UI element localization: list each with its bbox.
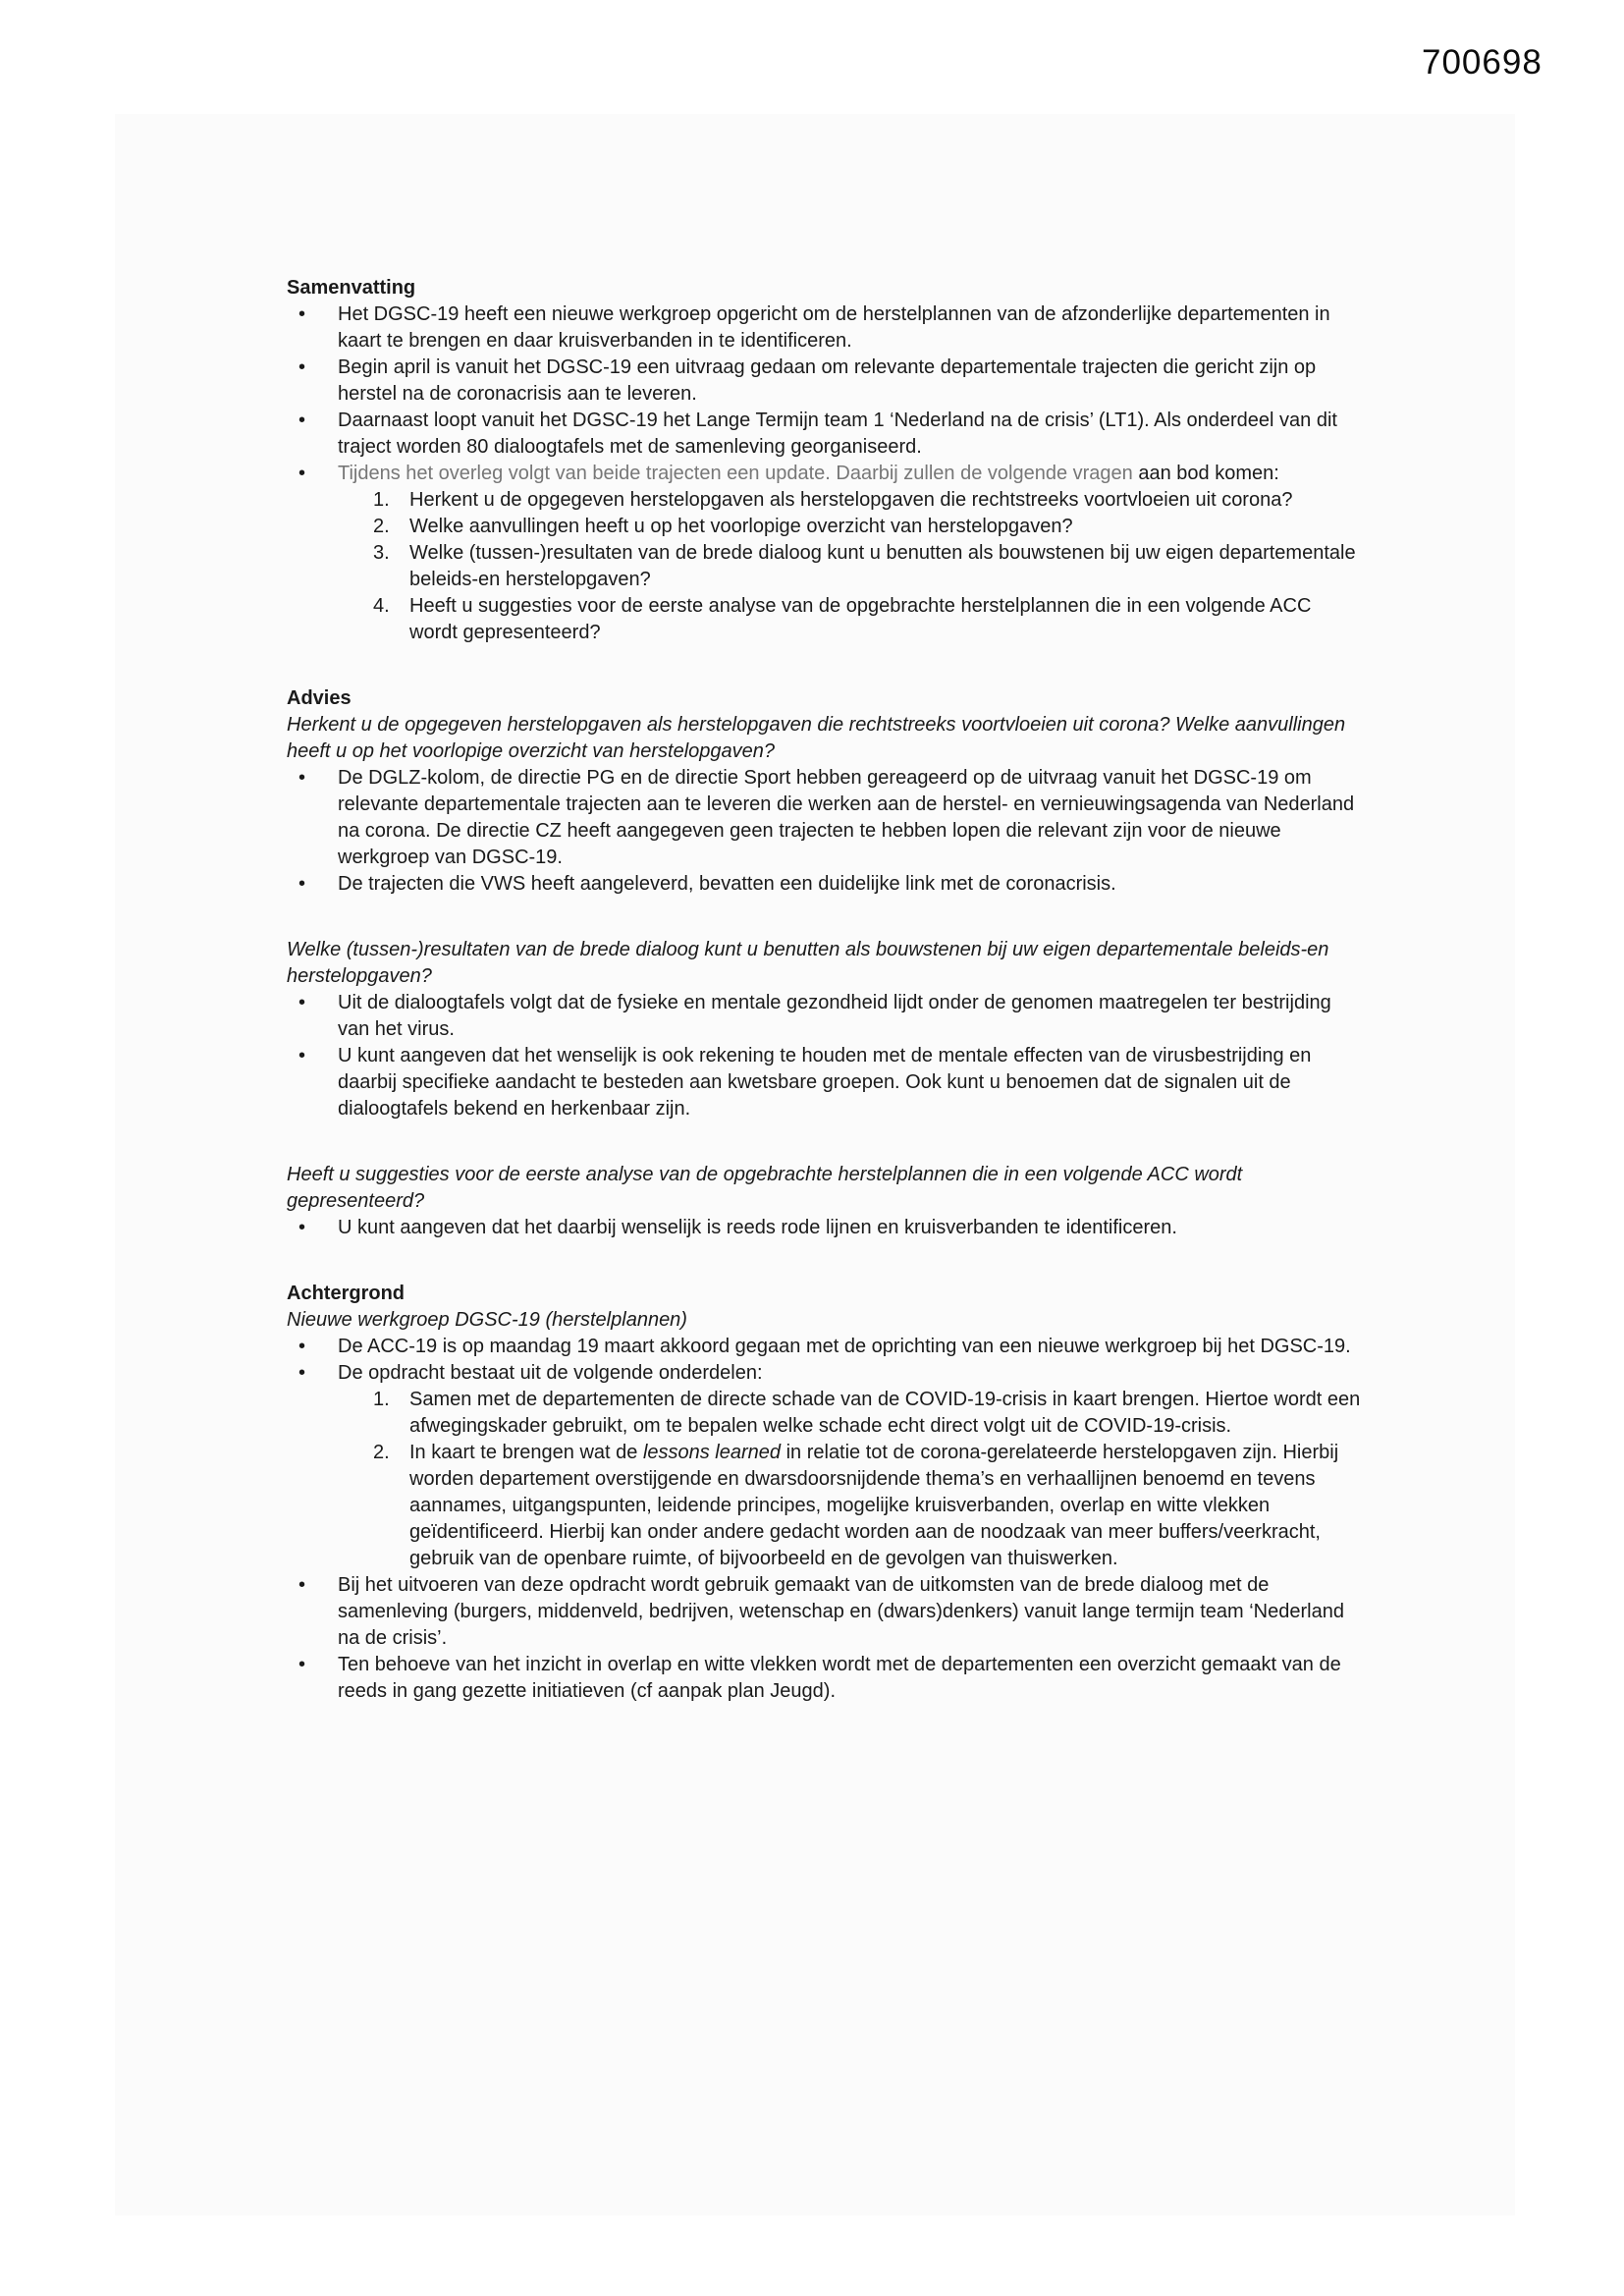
numbered-item: [287, 593, 1362, 646]
item-text: Herkent u de opgegeven herstelopgaven als herstelopgaven die rechtstreeks voortvloeien uit corona?: [409, 489, 1293, 511]
bullet-item: [287, 408, 1362, 461]
item-text: Begin april is vanuit het DGSC-19 een uitvraag gedaan om relevante departementale trajecten die gericht zijn op herstel na de coronacrisis aan te leveren.: [338, 356, 1317, 405]
item-text: De opdracht bestaat uit de volgende onderdelen:: [338, 1362, 763, 1384]
question-paragraph: Nieuwe werkgroep DGSC-19 (herstelplannen): [287, 1309, 687, 1331]
item-text: Welke (tussen-)resultaten van de brede dialoog kunt u benutten als bouwstenen bij uw eigen departementale beleids-en herstelopgaven?: [409, 542, 1356, 590]
item-text: Samen met de departementen de directe schade van de COVID-19-crisis in kaart brengen. Hiertoe wordt een afwegingskader gebruikt, om te bepalen welke schade echt direct volgt uit de COVID-19-crisis.: [409, 1389, 1361, 1437]
item-text: Bij het uitvoeren van deze opdracht wordt gebruik gemaakt van de uitkomsten van de brede dialoog met de samenleving (burgers, middenveld, bedrijven, wetenschap en (dwars)denkers) vanuit lange termijn team ‘Nederland na de crisis’.: [338, 1574, 1344, 1649]
bullet-item: [287, 1215, 1362, 1241]
item-text: Het DGSC-19 heeft een nieuwe werkgroep opgericht om de herstelplannen van de afzonderlijke departementen in kaart te brengen en daar kruisverbanden in te identificeren.: [338, 303, 1330, 352]
numbered-item: [287, 1387, 1362, 1440]
text-segment: in relatie tot de corona-gerelateerde herstelopgaven zijn. Hierbij worden departement overstijgende en dwarsdoorsnijdende thema’s en verhaallijnen benoemd en tevens aannames, uitgangspunten, leidende principes, mogelijke kruisverbanden, overlap en witte vlekken geïdentificeerd. Hierbij kan onder andere gedacht worden aan de noodzaak van meer buffers/veerkracht, gebruik van de openbare ruimte, of bijvoorbeeld en de gevolgen van thuiswerken.: [409, 1442, 1339, 1569]
question-paragraph: Herkent u de opgegeven herstelopgaven als herstelopgaven die rechtstreeks voortvloeien uit corona? Welke aanvullingen heeft u op het voorlopige overzicht van herstelopgaven?: [287, 714, 1346, 762]
bullet-list: [287, 1334, 1362, 1387]
bullet-marker: •: [298, 303, 306, 325]
bullet-item: [287, 301, 1362, 355]
item-text: U kunt aangeven dat het wenselijk is ook rekening te houden met de mentale effecten van de virusbestrijding en daarbij specifieke aandacht te besteden aan kwetsbare groepen. Ook kunt u benoemen dat de signalen uit de dialoogtafels bekend en herkenbaar zijn.: [338, 1045, 1312, 1120]
bullet-item: [287, 765, 1362, 871]
item-number: 1.: [373, 489, 390, 511]
bullet-marker: •: [298, 1654, 306, 1675]
bullet-item: [287, 871, 1362, 898]
item-text: Uit de dialoogtafels volgt dat de fysieke en mentale gezondheid lijdt onder de genomen maatregelen ter bestrijding van het virus.: [338, 992, 1331, 1040]
bullet-item: [287, 1334, 1362, 1360]
bullet-list: [287, 1215, 1362, 1241]
bullet-marker: •: [298, 1362, 306, 1384]
text-segment: aan bod komen:: [1138, 463, 1279, 484]
question-paragraph: Heeft u suggesties voor de eerste analyse van de opgebrachte herstelplannen die in een volgende ACC wordt gepresenteerd?: [287, 1164, 1243, 1212]
section-heading: Advies: [287, 687, 352, 709]
bullet-item: [287, 1572, 1362, 1652]
bullet-item: [287, 1043, 1362, 1122]
text-segment: lessons learned: [642, 1442, 782, 1463]
numbered-list: [287, 487, 1362, 646]
bullet-item: [287, 1652, 1362, 1705]
bullet-marker: •: [298, 356, 306, 378]
item-text: De trajecten die VWS heeft aangeleverd, bevatten een duidelijke link met de coronacrisis.: [338, 873, 1116, 895]
question-paragraph: Welke (tussen-)resultaten van de brede dialoog kunt u benutten als bouwstenen bij uw eigen departementale beleids-en herstelopgaven?: [287, 939, 1329, 987]
bullet-list: [287, 990, 1362, 1122]
bullet-item: [287, 990, 1362, 1043]
bullet-marker: •: [298, 873, 306, 895]
item-number: 3.: [373, 542, 390, 564]
item-number: 2.: [373, 516, 390, 537]
numbered-list: [287, 1387, 1362, 1572]
bullet-marker: •: [298, 1574, 306, 1596]
item-text: Ten behoeve van het inzicht in overlap en witte vlekken wordt met de departementen een overzicht gemaakt van de reeds in gang gezette initiatieven (cf aanpak plan Jeugd).: [338, 1654, 1341, 1702]
section-heading: Samenvatting: [287, 277, 416, 299]
document-body: [287, 275, 1362, 1705]
bullet-item: [287, 461, 1362, 487]
item-number: 1.: [373, 1389, 390, 1410]
bullet-list: [287, 765, 1362, 898]
item-text: [338, 463, 1279, 484]
numbered-item: [287, 1440, 1362, 1572]
item-text: Daarnaast loopt vanuit het DGSC-19 het Lange Termijn team 1 ‘Nederland na de crisis’ (LT1). Als onderdeel van dit traject worden 80 dialoogtafels met de samenleving georganiseerd.: [338, 410, 1337, 458]
numbered-item: [287, 540, 1362, 593]
text-segment: In kaart te brengen wat de: [409, 1442, 643, 1463]
bullet-marker: •: [298, 463, 306, 484]
bullet-marker: •: [298, 767, 306, 789]
item-text: Heeft u suggesties voor de eerste analyse van de opgebrachte herstelplannen die in een volgende ACC wordt gepresenteerd?: [409, 595, 1312, 643]
section-heading: Achtergrond: [287, 1283, 405, 1304]
item-number: 2.: [373, 1442, 390, 1463]
bullet-marker: •: [298, 992, 306, 1013]
item-text: Welke aanvullingen heeft u op het voorlopige overzicht van herstelopgaven?: [409, 516, 1073, 537]
bullet-item: [287, 355, 1362, 408]
bullet-marker: •: [298, 1045, 306, 1066]
item-text: [409, 1442, 1338, 1569]
item-number: 4.: [373, 595, 390, 617]
bullet-marker: •: [298, 1217, 306, 1238]
bullet-item: [287, 1360, 1362, 1387]
bullet-marker: •: [298, 1336, 306, 1357]
bullet-list: [287, 301, 1362, 487]
document-number: 700698: [1422, 43, 1543, 82]
bullet-list: [287, 1572, 1362, 1705]
item-text: De DGLZ-kolom, de directie PG en de directie Sport hebben gereageerd op de uitvraag vanuit het DGSC-19 om relevante departementale trajecten aan te leveren die werken aan de herstel- en vernieuwingsagenda van Nederland na corona. De directie CZ heeft aangegeven geen trajecten te hebben lopen die relevant zijn voor de nieuwe werkgroep van DGSC-19.: [338, 767, 1355, 868]
item-text: De ACC-19 is op maandag 19 maart akkoord gegaan met de oprichting van een nieuwe werkgroep bij het DGSC-19.: [338, 1336, 1351, 1357]
numbered-item: [287, 487, 1362, 514]
item-text: U kunt aangeven dat het daarbij wenselijk is reeds rode lijnen en kruisverbanden te identificeren.: [338, 1217, 1177, 1238]
text-segment: Tijdens het overleg volgt van beide trajecten een update. Daarbij zullen de volgende vragen: [338, 463, 1139, 484]
numbered-item: [287, 514, 1362, 540]
bullet-marker: •: [298, 410, 306, 431]
